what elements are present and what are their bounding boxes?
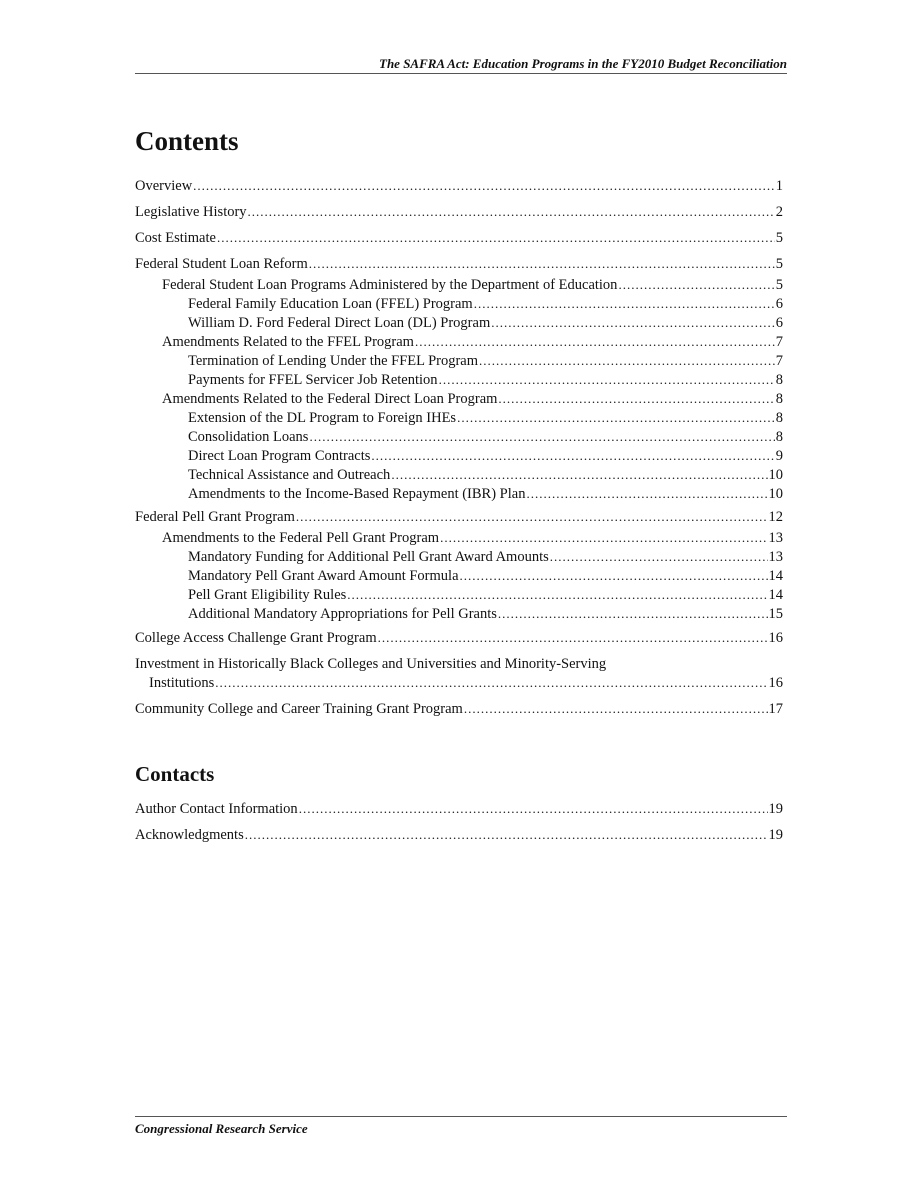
toc-entry-title[interactable]: Author Contact Information: [135, 801, 298, 817]
toc-leader-dots: [498, 605, 768, 623]
toc-entry-title[interactable]: Additional Mandatory Appropriations for Pell Grants: [188, 606, 497, 622]
toc-entry-ffel-program[interactable]: [188, 295, 783, 313]
toc-entry-additional-appropriations[interactable]: [188, 605, 783, 623]
toc-entry-title[interactable]: Federal Student Loan Programs Administered by the Department of Education: [162, 277, 618, 293]
toc-leader-dots: [309, 255, 775, 273]
contents-heading: Contents: [135, 126, 239, 156]
toc-entry-title[interactable]: Overview: [135, 178, 193, 194]
toc-entry-page: 5: [775, 256, 783, 272]
running-header: The SAFRA Act: Education Programs in the FY2010 Budget Reconciliation: [379, 56, 787, 71]
toc-entry-title[interactable]: Direct Loan Program Contracts: [188, 448, 371, 464]
toc-entry-consolidation-loans[interactable]: [188, 428, 783, 446]
toc-leader-dots: [439, 371, 775, 389]
toc-entry-title[interactable]: Pell Grant Eligibility Rules: [188, 587, 347, 603]
toc-entry-page: 17: [768, 701, 783, 717]
toc-entry-page: 7: [775, 353, 783, 369]
toc-entry-page: 8: [775, 429, 783, 445]
toc-entry-community-college[interactable]: [135, 700, 783, 718]
toc-entry-acknowledgments[interactable]: [135, 826, 783, 844]
toc-entry-page: 2: [775, 204, 783, 220]
toc-entry-title[interactable]: Technical Assistance and Outreach: [188, 467, 391, 483]
toc-entry-federal-student-loan-reform[interactable]: [135, 255, 783, 273]
toc-entry-title[interactable]: Federal Family Education Loan (FFEL) Program: [188, 296, 473, 312]
toc-entry-title[interactable]: Legislative History: [135, 204, 247, 220]
toc-entry-title[interactable]: Cost Estimate: [135, 230, 216, 246]
toc-entry-dl-program[interactable]: [188, 314, 783, 332]
toc-entry-title[interactable]: Termination of Lending Under the FFEL Program: [188, 353, 478, 369]
toc-leader-dots: [193, 177, 775, 195]
toc-entry-page: 14: [768, 568, 783, 584]
toc-leader-dots: [415, 333, 775, 351]
toc-entry-page: 15: [768, 606, 783, 622]
toc-entry-eligibility-rules[interactable]: [188, 586, 783, 604]
toc-entry-amendments-direct-loan[interactable]: [162, 390, 783, 408]
toc-leader-dots: [299, 800, 768, 818]
toc-leader-dots: [371, 447, 774, 465]
toc-entry-title[interactable]: William D. Ford Federal Direct Loan (DL) Program: [188, 315, 491, 331]
toc-leader-dots: [460, 567, 768, 585]
toc-entry-page: 16: [768, 630, 783, 646]
toc-entry-cost-estimate[interactable]: [135, 229, 783, 247]
toc-entry-technical-assistance[interactable]: [188, 466, 783, 484]
toc-leader-dots: [248, 203, 775, 221]
toc-entry-page: 5: [775, 230, 783, 246]
toc-entry-page: 19: [768, 801, 783, 817]
toc-entry-page: 10: [768, 486, 783, 502]
toc-leader-dots: [618, 276, 774, 294]
toc-entry-hbcu-msi[interactable]: [149, 674, 783, 692]
toc-entry-page: 9: [775, 448, 783, 464]
toc-leader-dots: [479, 352, 775, 370]
toc-leader-dots: [309, 428, 774, 446]
toc-entry-legislative-history[interactable]: [135, 203, 783, 221]
toc-entry-page: 8: [775, 372, 783, 388]
toc-entry-page: 10: [768, 467, 783, 483]
toc-entry-amendments-pell[interactable]: [162, 529, 783, 547]
footer-text: Congressional Research Service: [135, 1121, 308, 1136]
toc-entry-title[interactable]: Community College and Career Training Grant Program: [135, 701, 463, 717]
toc-entry-termination-of-lending[interactable]: [188, 352, 783, 370]
toc-leader-dots: [347, 586, 767, 604]
toc-entry-author-contact[interactable]: [135, 800, 783, 818]
toc-entry-title[interactable]: Mandatory Pell Grant Award Amount Formula: [188, 568, 459, 584]
toc-leader-dots: [245, 826, 768, 844]
toc-entry-page: 6: [775, 296, 783, 312]
toc-entry-title[interactable]: Payments for FFEL Servicer Job Retention: [188, 372, 438, 388]
toc-entry-page: 1: [775, 178, 783, 194]
toc-entry-title[interactable]: Amendments Related to the FFEL Program: [162, 334, 414, 350]
toc-leader-dots: [498, 390, 774, 408]
toc-leader-dots: [296, 508, 768, 526]
toc-entry-page: 13: [768, 549, 783, 565]
toc-entry-amendments-ffel[interactable]: [162, 333, 783, 351]
toc-entry-overview[interactable]: [135, 177, 783, 195]
contacts-heading: Contacts: [135, 762, 215, 786]
toc-entry-title[interactable]: College Access Challenge Grant Program: [135, 630, 377, 646]
toc-entry-page: 14: [768, 587, 783, 603]
toc-entry-ibr-plan[interactable]: [188, 485, 783, 503]
toc-leader-dots: [550, 548, 768, 566]
toc-entry-title-continued[interactable]: Institutions: [149, 675, 215, 691]
toc-entry-mandatory-funding[interactable]: [188, 548, 783, 566]
toc-leader-dots: [491, 314, 775, 332]
toc-leader-dots: [440, 529, 767, 547]
toc-entry-page: 13: [768, 530, 783, 546]
toc-entry-title[interactable]: Mandatory Funding for Additional Pell Grant Award Amounts: [188, 549, 549, 565]
toc-leader-dots: [457, 409, 775, 427]
toc-leader-dots: [217, 229, 775, 247]
toc-entry-title[interactable]: Amendments to the Federal Pell Grant Program: [162, 530, 440, 546]
toc-leader-dots: [391, 466, 767, 484]
toc-entry-page: 16: [768, 675, 783, 691]
toc-entry-page: 8: [775, 391, 783, 407]
toc-leader-dots: [526, 485, 767, 503]
toc-entry-page: 6: [775, 315, 783, 331]
toc-leader-dots: [215, 674, 767, 692]
toc-entry-page: 19: [768, 827, 783, 843]
toc-entry-servicer-job-retention[interactable]: [188, 371, 783, 389]
toc-entry-pell-grant-program[interactable]: [135, 508, 783, 526]
toc-entry-title[interactable]: Consolidation Loans: [188, 429, 309, 445]
toc-entry-title[interactable]: Acknowledgments: [135, 827, 244, 843]
toc-entry-title[interactable]: Federal Student Loan Reform: [135, 256, 308, 272]
toc-entry-title[interactable]: Amendments to the Income-Based Repayment (IBR) Plan: [188, 486, 526, 502]
toc-leader-dots: [474, 295, 775, 313]
toc-entry-direct-loan-contracts[interactable]: [188, 447, 783, 465]
toc-entry-page: 5: [775, 277, 783, 293]
toc-entry-hbcu-title[interactable]: Investment in Historically Black Colleges and Universities and Minority-Serving: [135, 656, 607, 672]
toc-leader-dots: [464, 700, 768, 718]
header-divider: [135, 73, 787, 74]
toc-entry-title[interactable]: Federal Pell Grant Program: [135, 509, 295, 525]
toc-entry-title[interactable]: Extension of the DL Program to Foreign IHEs: [188, 410, 457, 426]
toc-entry-page: 8: [775, 410, 783, 426]
toc-entry-award-amount-formula[interactable]: [188, 567, 783, 585]
toc-entry-title[interactable]: Amendments Related to the Federal Direct Loan Program: [162, 391, 498, 407]
toc-entry-loan-programs-administered[interactable]: [162, 276, 783, 294]
toc-entry-college-access-challenge[interactable]: [135, 629, 783, 647]
toc-leader-dots: [378, 629, 768, 647]
toc-entry-foreign-ihes[interactable]: [188, 409, 783, 427]
toc-entry-page: 7: [775, 334, 783, 350]
footer-divider: [135, 1116, 787, 1117]
toc-entry-page: 12: [768, 509, 783, 525]
